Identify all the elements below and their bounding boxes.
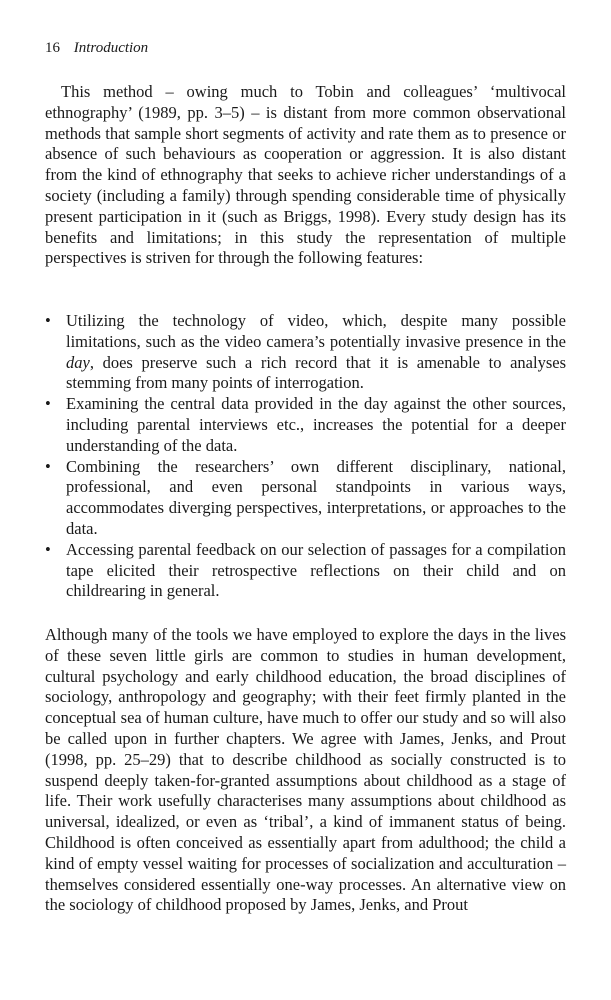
paragraph-2: Although many of the tools we have employed to explore the days in the lives of these seven little girls are common to studies in human development, cultural psychology and early childhood education, the broad disciplines of sociology, anthropology and geography; with their feet firmly planted in the conceptual sea of human culture, have much to offer our study and so will also be called upon in further chapters. We agree with James, Jenks, and Prout (1998, pp. 25–29) that to describe childhood as socially constructed is to suspend deeply taken-for-granted assumptions about childhood as a stage of life. Their work usefully characterises many assumptions about childhood as universal, idealized, or even as ‘tribal’, a kind of immanent status of being. Childhood is often conceived as essentially apart from adulthood; the child a kind of empty vessel waiting for processes of socialization and acculturation – themselves considered essentially one-way processes. An alternative view on the sociology of childhood proposed by James, Jenks, and Prout <box>45 625 566 915</box>
bullet-text: Combining the researchers’ own different disciplinary, national, professional, and even personal standpoints in various ways, accommodates diverging perspectives, interpretations, or approaches to the data. <box>66 456 566 538</box>
bullet-text-after: , does preserve such a rich record that it is amenable to analyses stemming from many points of interrogation. <box>66 352 566 393</box>
page-number: 16 <box>45 40 60 56</box>
bullet-item-video <box>45 311 566 394</box>
bullet-item-feedback <box>45 540 566 602</box>
bullet-marker: • <box>45 456 51 476</box>
bullet-list <box>45 311 566 602</box>
section-title: Introduction <box>73 40 149 56</box>
bullet-text-emphasis: day <box>66 352 90 372</box>
bullet-item-examining <box>45 394 566 456</box>
bullet-item-combining <box>45 457 566 540</box>
paragraph-1: This method – owing much to Tobin and colleagues’ ‘multivocal ethnography’ (1989, pp. 3–5) – is distant from more common observational methods that sample short segments of activity and rate them as to presence or absence of such behaviours as cooperation or aggression. It is also distant from the kind of ethnography that seeks to achieve richer understandings of a society (including a family) through spending considerable time of physically present participation in it (such as Briggs, 1998). Every study design has its benefits and limitations; in this study the representation of multiple perspectives is striven for through the following features: <box>45 82 566 268</box>
bullet-marker: • <box>45 394 51 414</box>
bullet-marker: • <box>45 539 51 559</box>
bullet-text-before: Utilizing the technology of video, which, despite many possible limitations, such as the video camera’s potentially invasive presence in the <box>66 311 566 351</box>
bullet-text: Accessing parental feedback on our selection of passages for a compilation tape elicited their retrospective reflections on their child and on childrearing in general. <box>66 539 566 601</box>
running-head <box>45 38 148 58</box>
bullet-marker: • <box>45 311 51 330</box>
bullet-text: Examining the central data provided in the day against the other sources, including parental interviews etc., increases the potential for a deeper understanding of the data. <box>66 394 566 455</box>
